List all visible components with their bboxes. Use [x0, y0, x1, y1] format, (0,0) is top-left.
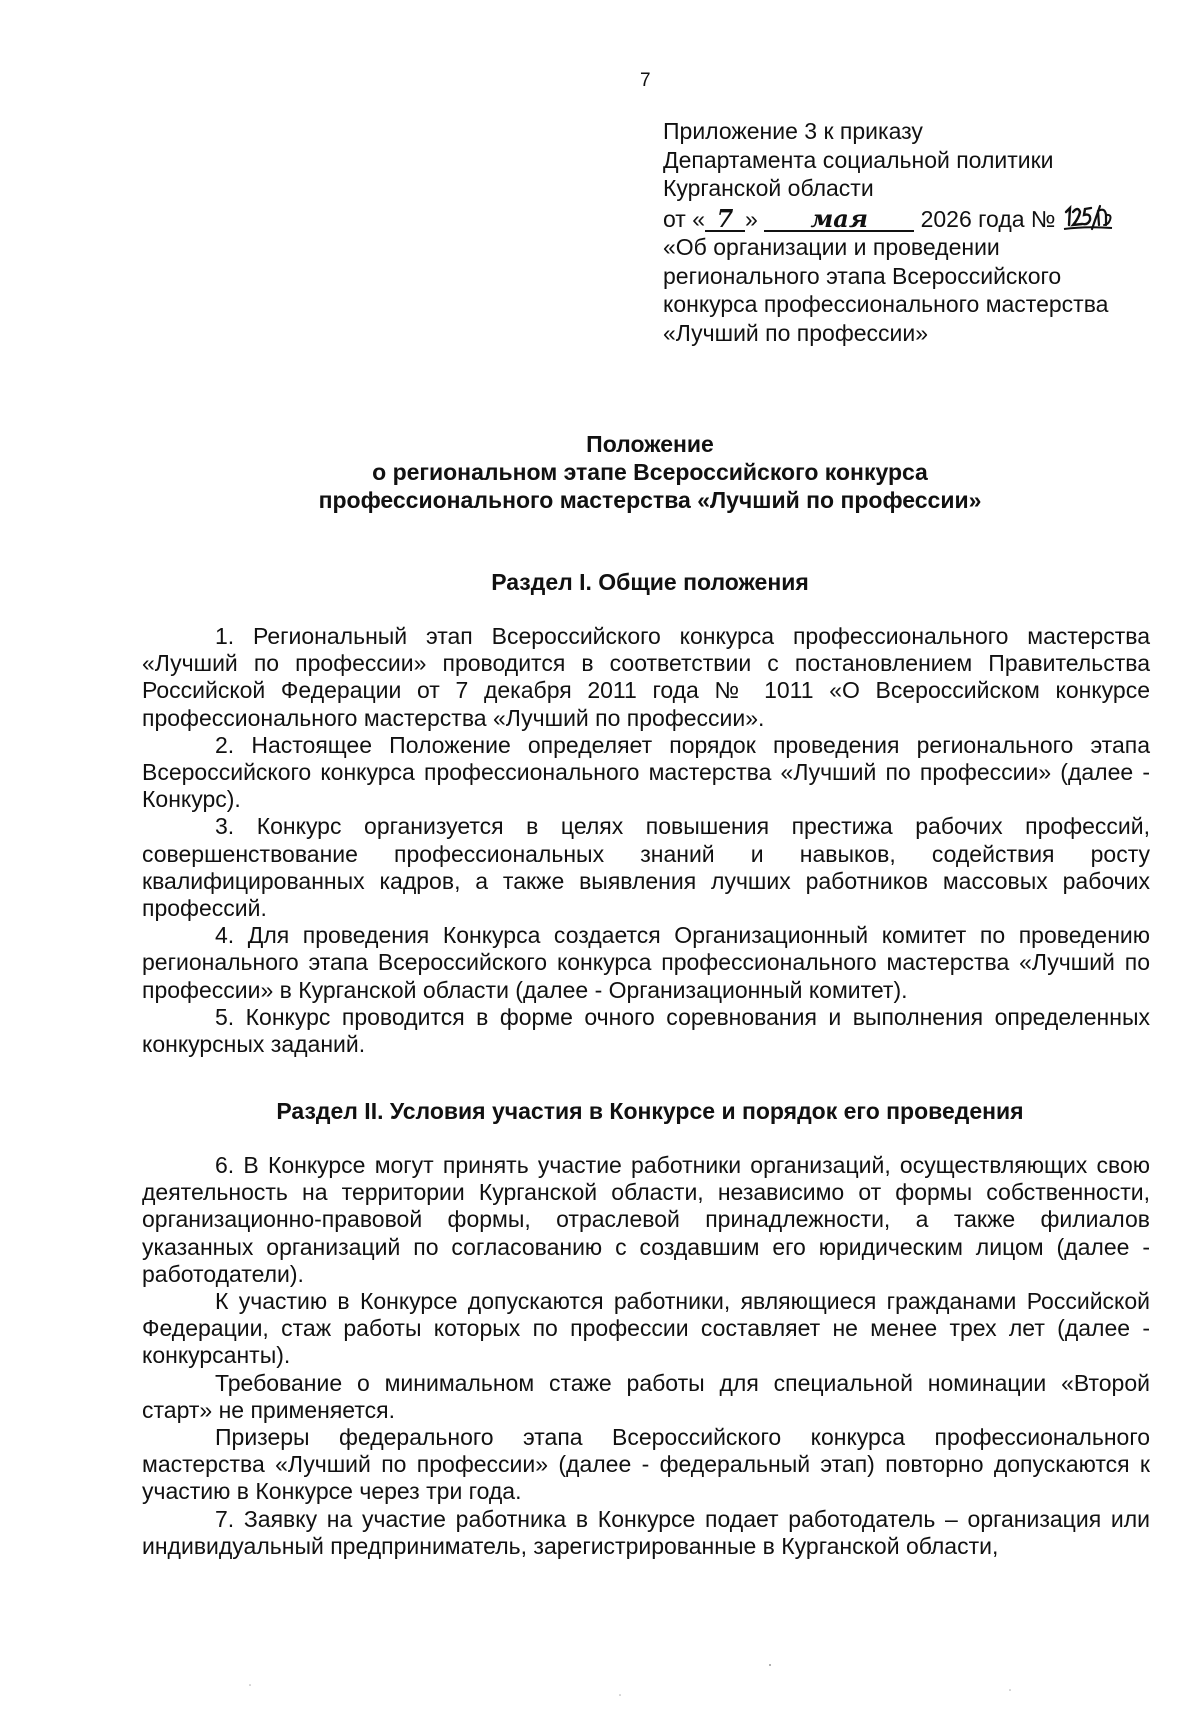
- paragraph: 2. Настоящее Положение определяет порядок проведения регионального этапа Всероссийского конкурса профессионального мастерства «Лучший по профессии» (далее - Конкурс).: [142, 731, 1150, 813]
- paragraph: Призеры федерального этапа Всероссийского конкурса профессионального мастерства «Лучший по профессии» (далее - федеральный этап) повторно допускаются к участию в Конкурсе через три года.: [142, 1424, 1150, 1505]
- section-2-heading: Раздел II. Условия участия в Конкурсе и порядок его проведения: [276, 1098, 1024, 1124]
- appendix-subject-line: «Об организации и проведении: [663, 234, 1000, 260]
- appendix-subject-line: регионального этапа Всероссийского: [663, 262, 1062, 289]
- appendix-line: Курганской области: [663, 175, 874, 201]
- appendix-header: [663, 117, 1183, 347]
- paragraph: 7. Заявку на участие работника в Конкурсе подает работодатель – организация или индивидуальный предприниматель, зарегистрированные в Курганской области,: [142, 1505, 1150, 1559]
- title-line: профессионального мастерства «Лучший по профессии»: [318, 487, 982, 513]
- handwritten-day: 7: [705, 208, 745, 232]
- page-number: 7: [640, 70, 651, 91]
- section-1-heading: Раздел I. Общие положения: [491, 569, 809, 595]
- section-1-body: [142, 623, 1150, 1058]
- title-line: Положение: [586, 431, 714, 457]
- appendix-subject-line: конкурса профессионального мастерства: [663, 291, 1109, 317]
- section-2-body: [142, 1152, 1150, 1560]
- appendix-subject-line: «Лучший по профессии»: [663, 319, 929, 346]
- date-prefix: от «: [663, 205, 706, 232]
- paragraph: Требование о минимальном стаже работы для специальной номинации «Второй старт» не применяется.: [142, 1369, 1150, 1423]
- order-date-line: [663, 203, 1183, 234]
- paragraph: К участию в Конкурсе допускаются работники, являющиеся гражданами Российской Федерации, стаж работы которых по профессии составляет не менее трех лет (далее - конкурсанты).: [142, 1288, 1150, 1369]
- document-title: [0, 430, 1200, 514]
- handwritten-month: мая: [764, 208, 914, 232]
- paragraph: 5. Конкурс проводится в форме очного соревнования и выполнения определенных конкурсных заданий.: [142, 1003, 1150, 1058]
- paragraph: 3. Конкурс организуется в целях повышения престижа рабочих профессий, совершенствование профессиональных знаний и навыков, содействия росту квалифицированных кадров, а также выявления лучших работников массовых рабочих профессий.: [142, 813, 1150, 922]
- date-year: 2026 года №: [920, 205, 1056, 232]
- paragraph: 1. Региональный этап Всероссийского конкурса профессионального мастерства «Лучший по профессии» проводится в соответствии с постановлением Правительства Российской Федерации от 7 декабря 2011 года № 1011 «О Всероссийском конкурсе профессионального мастерства «Лучший по профессии».: [142, 623, 1150, 731]
- appendix-line: Департамента социальной политики: [663, 146, 1054, 173]
- paragraph: 4. Для проведения Конкурса создается Организационный комитет по проведению регионального этапа Всероссийского конкурса профессионального мастерства «Лучший по профессии» в Курганской области (далее - Организационный комитет).: [142, 922, 1150, 1003]
- date-mid: »: [745, 205, 758, 232]
- handwritten-order-number-icon: [1062, 203, 1114, 233]
- paragraph: 6. В Конкурсе могут принять участие работники организаций, осуществляющих свою деятельность на территории Курганской области, независимо от формы собственности, организационно-правовой формы, отраслевой принадлежности, а также филиалов указанных организаций по согласованию с создавшим его юридическим лицом (далее - работодатели).: [142, 1152, 1150, 1287]
- appendix-line: Приложение 3 к приказу: [663, 118, 923, 144]
- title-line: о региональном этапе Всероссийского конкурса: [372, 459, 928, 485]
